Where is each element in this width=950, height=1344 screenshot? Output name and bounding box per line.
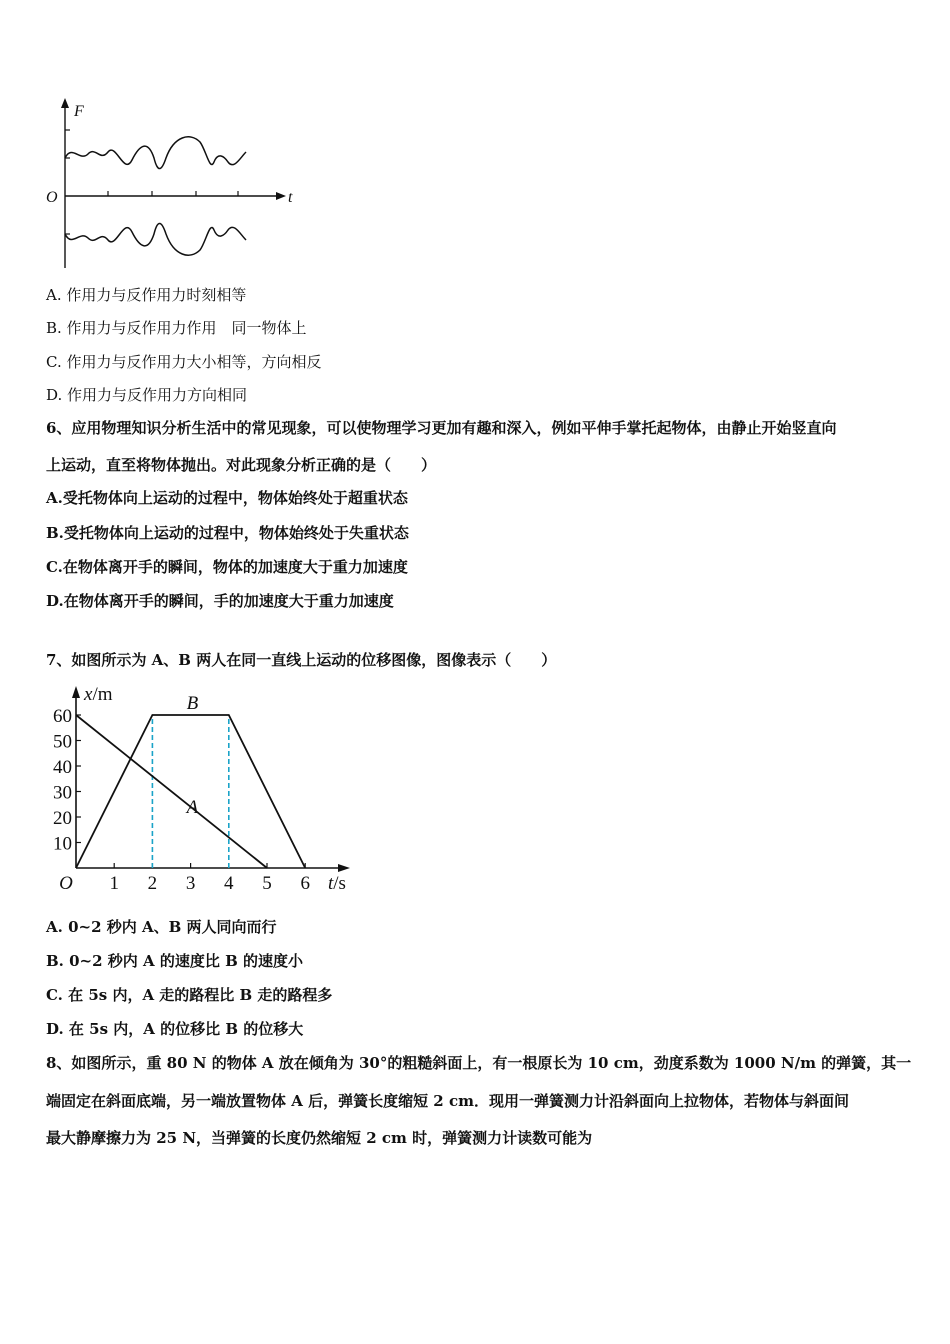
displacement-time-chart bbox=[40, 680, 360, 895]
force-x-label: t bbox=[288, 189, 293, 206]
y-tick-label: 60 bbox=[53, 706, 72, 727]
origin-label: O bbox=[59, 873, 73, 894]
force-lower-curve bbox=[65, 223, 246, 255]
x-tick-label: 5 bbox=[262, 873, 272, 894]
x-axis-arrow bbox=[338, 864, 350, 872]
y-tick-label: 50 bbox=[53, 731, 72, 753]
x-axis-label: t/s bbox=[328, 873, 346, 894]
y-tick-label: 40 bbox=[53, 757, 72, 778]
y-tick-label: 20 bbox=[53, 808, 72, 829]
q8-line3: 最大静摩擦力为 25 N，当弹簧的长度仍然缩短 2 cm 时，弹簧测力计读数可能为 bbox=[46, 1129, 593, 1147]
q5-option-b: B. 作用力与反作用力作用 同一物体上 bbox=[46, 319, 307, 337]
y-tick-label: 10 bbox=[53, 833, 72, 855]
y-tick-label: 30 bbox=[53, 782, 72, 804]
q6-option-c: C.在物体离开手的瞬间，物体的加速度大于重力加速度 bbox=[46, 558, 408, 576]
force-upper-curve bbox=[65, 137, 246, 169]
force-y-label: F bbox=[74, 103, 84, 120]
force-time-figure bbox=[40, 96, 340, 276]
q8-line2: 端固定在斜面底端，另一端放置物体 A 后，弹簧长度缩短 2 cm．现用一弹簧测力计沿斜面向上拉物体，若物体与斜面间 bbox=[46, 1092, 849, 1110]
series-line-a bbox=[76, 715, 267, 868]
force-origin-label: O bbox=[46, 189, 58, 206]
series-label-a: A bbox=[186, 796, 199, 818]
q7-option-a: A. 0~2 秒内 A、B 两人同向而行 bbox=[46, 918, 277, 936]
q5-option-a: A. 作用力与反作用力时刻相等 bbox=[46, 286, 247, 304]
x-tick-label: 1 bbox=[109, 873, 119, 894]
y-axis-label: x/m bbox=[84, 684, 113, 705]
q6-option-b: B.受托物体向上运动的过程中，物体始终处于失重状态 bbox=[46, 524, 409, 542]
q6-option-a: A.受托物体向上运动的过程中，物体始终处于超重状态 bbox=[46, 489, 408, 507]
force-x-arrow bbox=[276, 192, 286, 200]
q6-stem-line2: 上运动，直至将物体抛出。对此现象分析正确的是（ ） bbox=[46, 456, 437, 474]
q6-stem-line1: 6、应用物理知识分析生活中的常见现象，可以使物理学习更加有趣和深入，例如平伸手掌托起物体，由静止开始竖直向 bbox=[46, 419, 837, 437]
q8-line1: 8、如图所示，重 80 N 的物体 A 放在倾角为 30°的粗糙斜面上，有一根原长为 10 cm，劲度系数为 1000 N/m 的弹簧，其一 bbox=[46, 1054, 912, 1072]
q5-option-c: C. 作用力与反作用力大小相等，方向相反 bbox=[46, 353, 322, 371]
series-label-b: B bbox=[186, 693, 199, 714]
series-line-b bbox=[76, 715, 305, 868]
x-tick-label: 6 bbox=[300, 873, 310, 894]
q5-option-d: D. 作用力与反作用力方向相同 bbox=[46, 386, 248, 404]
force-y-arrow bbox=[61, 98, 69, 108]
x-tick-label: 2 bbox=[147, 873, 158, 894]
q7-option-c: C. 在 5s 内，A 走的路程比 B 走的路程多 bbox=[46, 986, 333, 1004]
x-tick-label: 3 bbox=[185, 873, 196, 894]
q7-option-b: B. 0~2 秒内 A 的速度比 B 的速度小 bbox=[46, 952, 303, 970]
q6-option-d: D.在物体离开手的瞬间，手的加速度大于重力加速度 bbox=[46, 592, 394, 610]
q7-stem: 7、如图所示为 A、B 两人在同一直线上运动的位移图像，图像表示（ ） bbox=[46, 651, 557, 669]
x-tick-label: 4 bbox=[224, 873, 234, 894]
y-axis-arrow bbox=[72, 686, 80, 698]
q7-option-d: D. 在 5s 内，A 的位移比 B 的位移大 bbox=[46, 1020, 304, 1038]
